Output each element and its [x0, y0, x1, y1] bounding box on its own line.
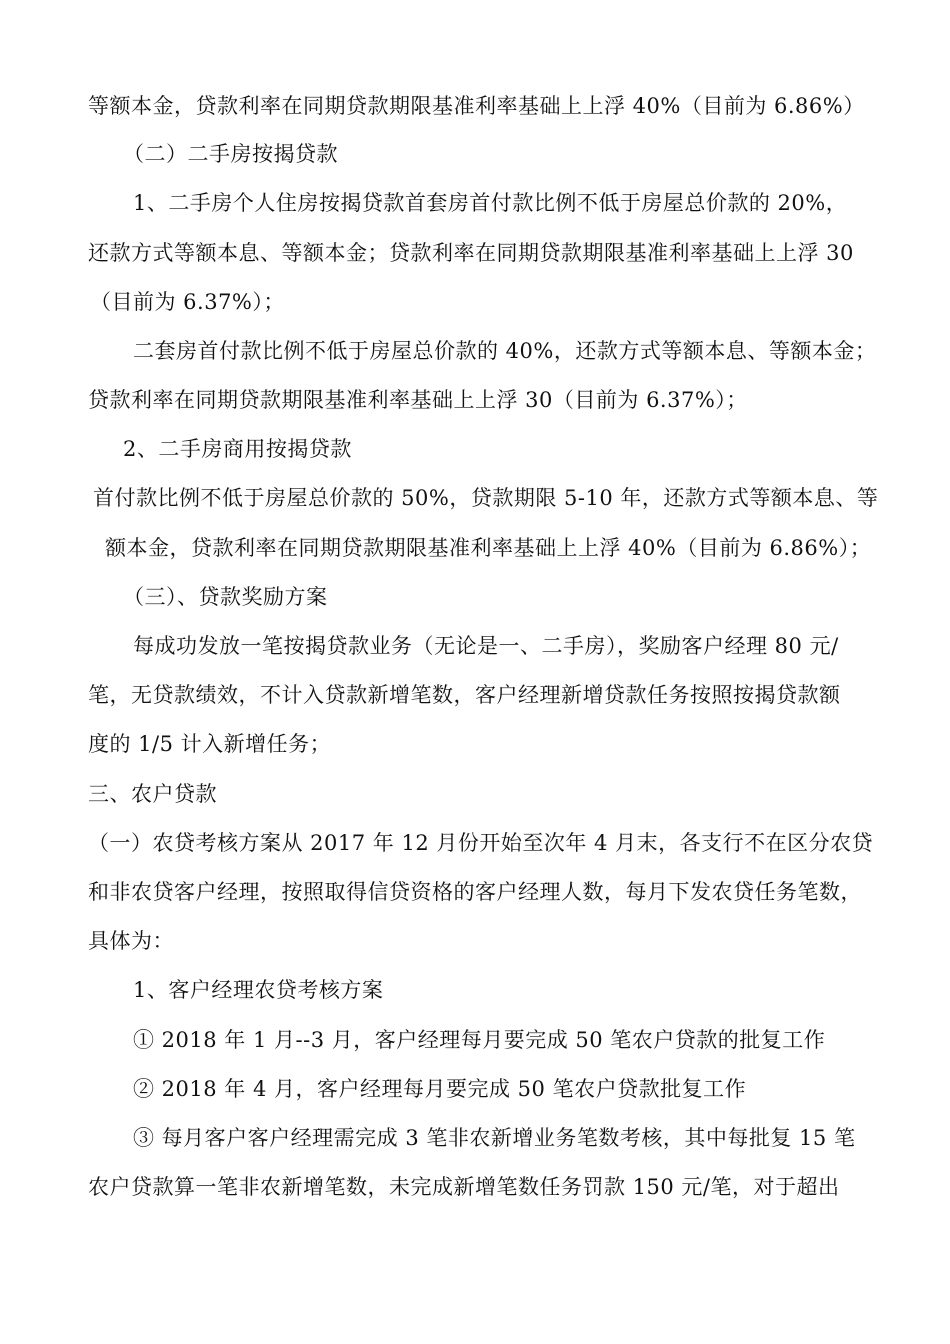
text-line: 等额本金，贷款利率在同期贷款期限基准利率基础上上浮 40%（目前为 6.86%） — [88, 94, 865, 118]
text-line: 笔，无贷款绩效，不计入贷款新增笔数，客户经理新增贷款任务按照按揭贷款额 — [88, 683, 841, 707]
list-item: ③ 每月客户客户经理需完成 3 笔非农新增业务笔数考核，其中每批复 15 笔 — [133, 1126, 856, 1150]
text-line: 度的 1/5 计入新增任务； — [88, 732, 332, 756]
text-line: 每成功发放一笔按揭贷款业务（无论是一、二手房），奖励客户经理 80 元/ — [133, 634, 839, 658]
text-line: （目前为 6.37%）； — [90, 290, 285, 314]
text-line: 首付款比例不低于房屋总价款的 50%，贷款期限 5-10 年，还款方式等额本息、等 — [93, 486, 879, 510]
text-line: 和非农贷客户经理，按照取得信贷资格的客户经理人数，每月下发农贷任务笔数， — [88, 880, 862, 904]
text-line: 农户贷款算一笔非农新增笔数，未完成新增笔数任务罚款 150 元/笔，对于超出 — [88, 1175, 840, 1199]
chapter-heading: 三、农户贷款 — [88, 782, 217, 806]
text-line: 贷款利率在同期贷款期限基准利率基础上上浮 30（目前为 6.37%）； — [88, 388, 748, 412]
text-line: 额本金，贷款利率在同期贷款期限基准利率基础上上浮 40%（目前为 6.86%）； — [105, 536, 872, 560]
text-line: 1、二手房个人住房按揭贷款首套房首付款比例不低于房屋总价款的 20%， — [133, 191, 848, 215]
text-line: 具体为： — [88, 929, 174, 953]
subsection-heading: 1、客户经理农贷考核方案 — [133, 978, 384, 1002]
section-heading: （二）二手房按揭贷款 — [123, 142, 338, 166]
section-heading: （三）、贷款奖励方案 — [123, 585, 328, 609]
subsection-heading: 2、二手房商用按揭贷款 — [123, 437, 352, 461]
text-line: （一）农贷考核方案从 2017 年 12 月份开始至次年 4 月末，各支行不在区分农贷 — [88, 831, 874, 855]
text-line: 还款方式等额本息、等额本金；贷款利率在同期贷款期限基准利率基础上上浮 30 — [88, 241, 854, 265]
list-item: ① 2018 年 1 月--3 月，客户经理每月要完成 50 笔农户贷款的批复工作 — [133, 1028, 826, 1052]
text-line: 二套房首付款比例不低于房屋总价款的 40%，还款方式等额本息、等额本金； — [133, 339, 877, 363]
list-item: ② 2018 年 4 月，客户经理每月要完成 50 笔农户贷款批复工作 — [133, 1077, 747, 1101]
